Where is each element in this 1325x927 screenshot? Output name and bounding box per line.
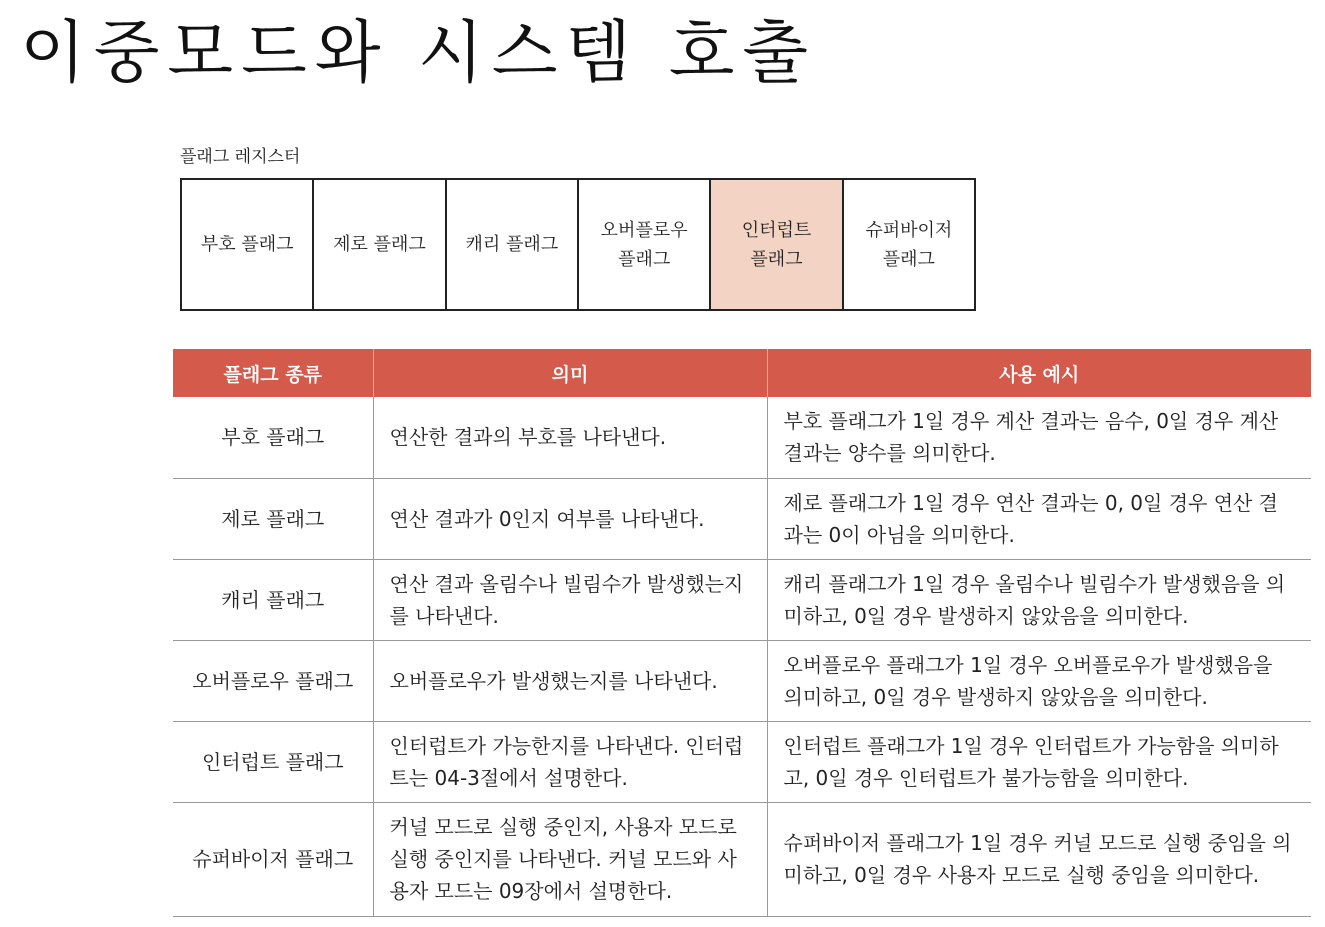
flag-example-cell: 캐리 플래그가 1일 경우 올림수나 빌림수가 발생했음을 의미하고, 0일 경우 발생하지 않았음을 의미한다.: [767, 559, 1311, 640]
table-row: [173, 559, 1311, 640]
flag-example-cell: 오버플로우 플래그가 1일 경우 오버플로우가 발생했음을 의미하고, 0일 경우 발생하지 않았음을 의미한다.: [767, 640, 1311, 721]
flag-name-cell: 슈퍼바이저 플래그: [173, 802, 373, 916]
table-row: [173, 640, 1311, 721]
register-cell-sign: 부호 플래그: [182, 180, 314, 309]
register-cell-interrupt: 인터럽트 플래그: [711, 180, 843, 309]
flag-example-cell: 부호 플래그가 1일 경우 계산 결과는 음수, 0일 경우 계산 결과는 양수를 의미한다.: [767, 397, 1311, 478]
flag-meaning-cell: 오버플로우가 발생했는지를 나타낸다.: [373, 640, 767, 721]
flag-name-cell: 제로 플래그: [173, 478, 373, 559]
flag-meaning-cell: 인터럽트가 가능한지를 나타낸다. 인터럽트는 04-3절에서 설명한다.: [373, 721, 767, 802]
register-cell-overflow: 오버플로우 플래그: [579, 180, 711, 309]
register-label: 플래그 레지스터: [180, 147, 301, 167]
flag-meaning-cell: 연산 결과가 0인지 여부를 나타낸다.: [373, 478, 767, 559]
table-row: [173, 478, 1311, 559]
table-row: [173, 397, 1311, 478]
flag-name-cell: 캐리 플래그: [173, 559, 373, 640]
register-cell-carry: 캐리 플래그: [447, 180, 579, 309]
table-row: [173, 802, 1311, 916]
flag-register-diagram: [180, 178, 976, 311]
flag-name-cell: 인터럽트 플래그: [173, 721, 373, 802]
page-title: 이중모드와 시스템 호출: [20, 14, 817, 93]
flag-name-cell: 부호 플래그: [173, 397, 373, 478]
header-example: 사용 예시: [767, 349, 1311, 397]
flag-example-cell: 인터럽트 플래그가 1일 경우 인터럽트가 가능함을 의미하고, 0일 경우 인터럽트가 불가능함을 의미한다.: [767, 721, 1311, 802]
header-meaning: 의미: [373, 349, 767, 397]
table-row: [173, 721, 1311, 802]
register-cell-supervisor: 슈퍼바이저 플래그: [865, 219, 953, 270]
table-header-row: [173, 349, 1311, 397]
flag-meaning-cell: 커널 모드로 실행 중인지, 사용자 모드로 실행 중인지를 나타낸다. 커널 모드와 사용자 모드는 09장에서 설명한다.: [373, 802, 767, 916]
header-flag-type: 플래그 종류: [173, 349, 373, 397]
flag-meaning-cell: 연산한 결과의 부호를 나타낸다.: [373, 397, 767, 478]
register-cell-zero: 제로 플래그: [314, 180, 446, 309]
flag-example-cell: 슈퍼바이저 플래그가 1일 경우 커널 모드로 실행 중임을 의미하고, 0일 경우 사용자 모드로 실행 중임을 의미한다.: [767, 802, 1311, 916]
flag-table: [173, 349, 1311, 917]
flag-example-cell: 제로 플래그가 1일 경우 연산 결과는 0, 0일 경우 연산 결과는 0이 아님을 의미한다.: [767, 478, 1311, 559]
flag-meaning-cell: 연산 결과 올림수나 빌림수가 발생했는지를 나타낸다.: [373, 559, 767, 640]
flag-name-cell: 오버플로우 플래그: [173, 640, 373, 721]
